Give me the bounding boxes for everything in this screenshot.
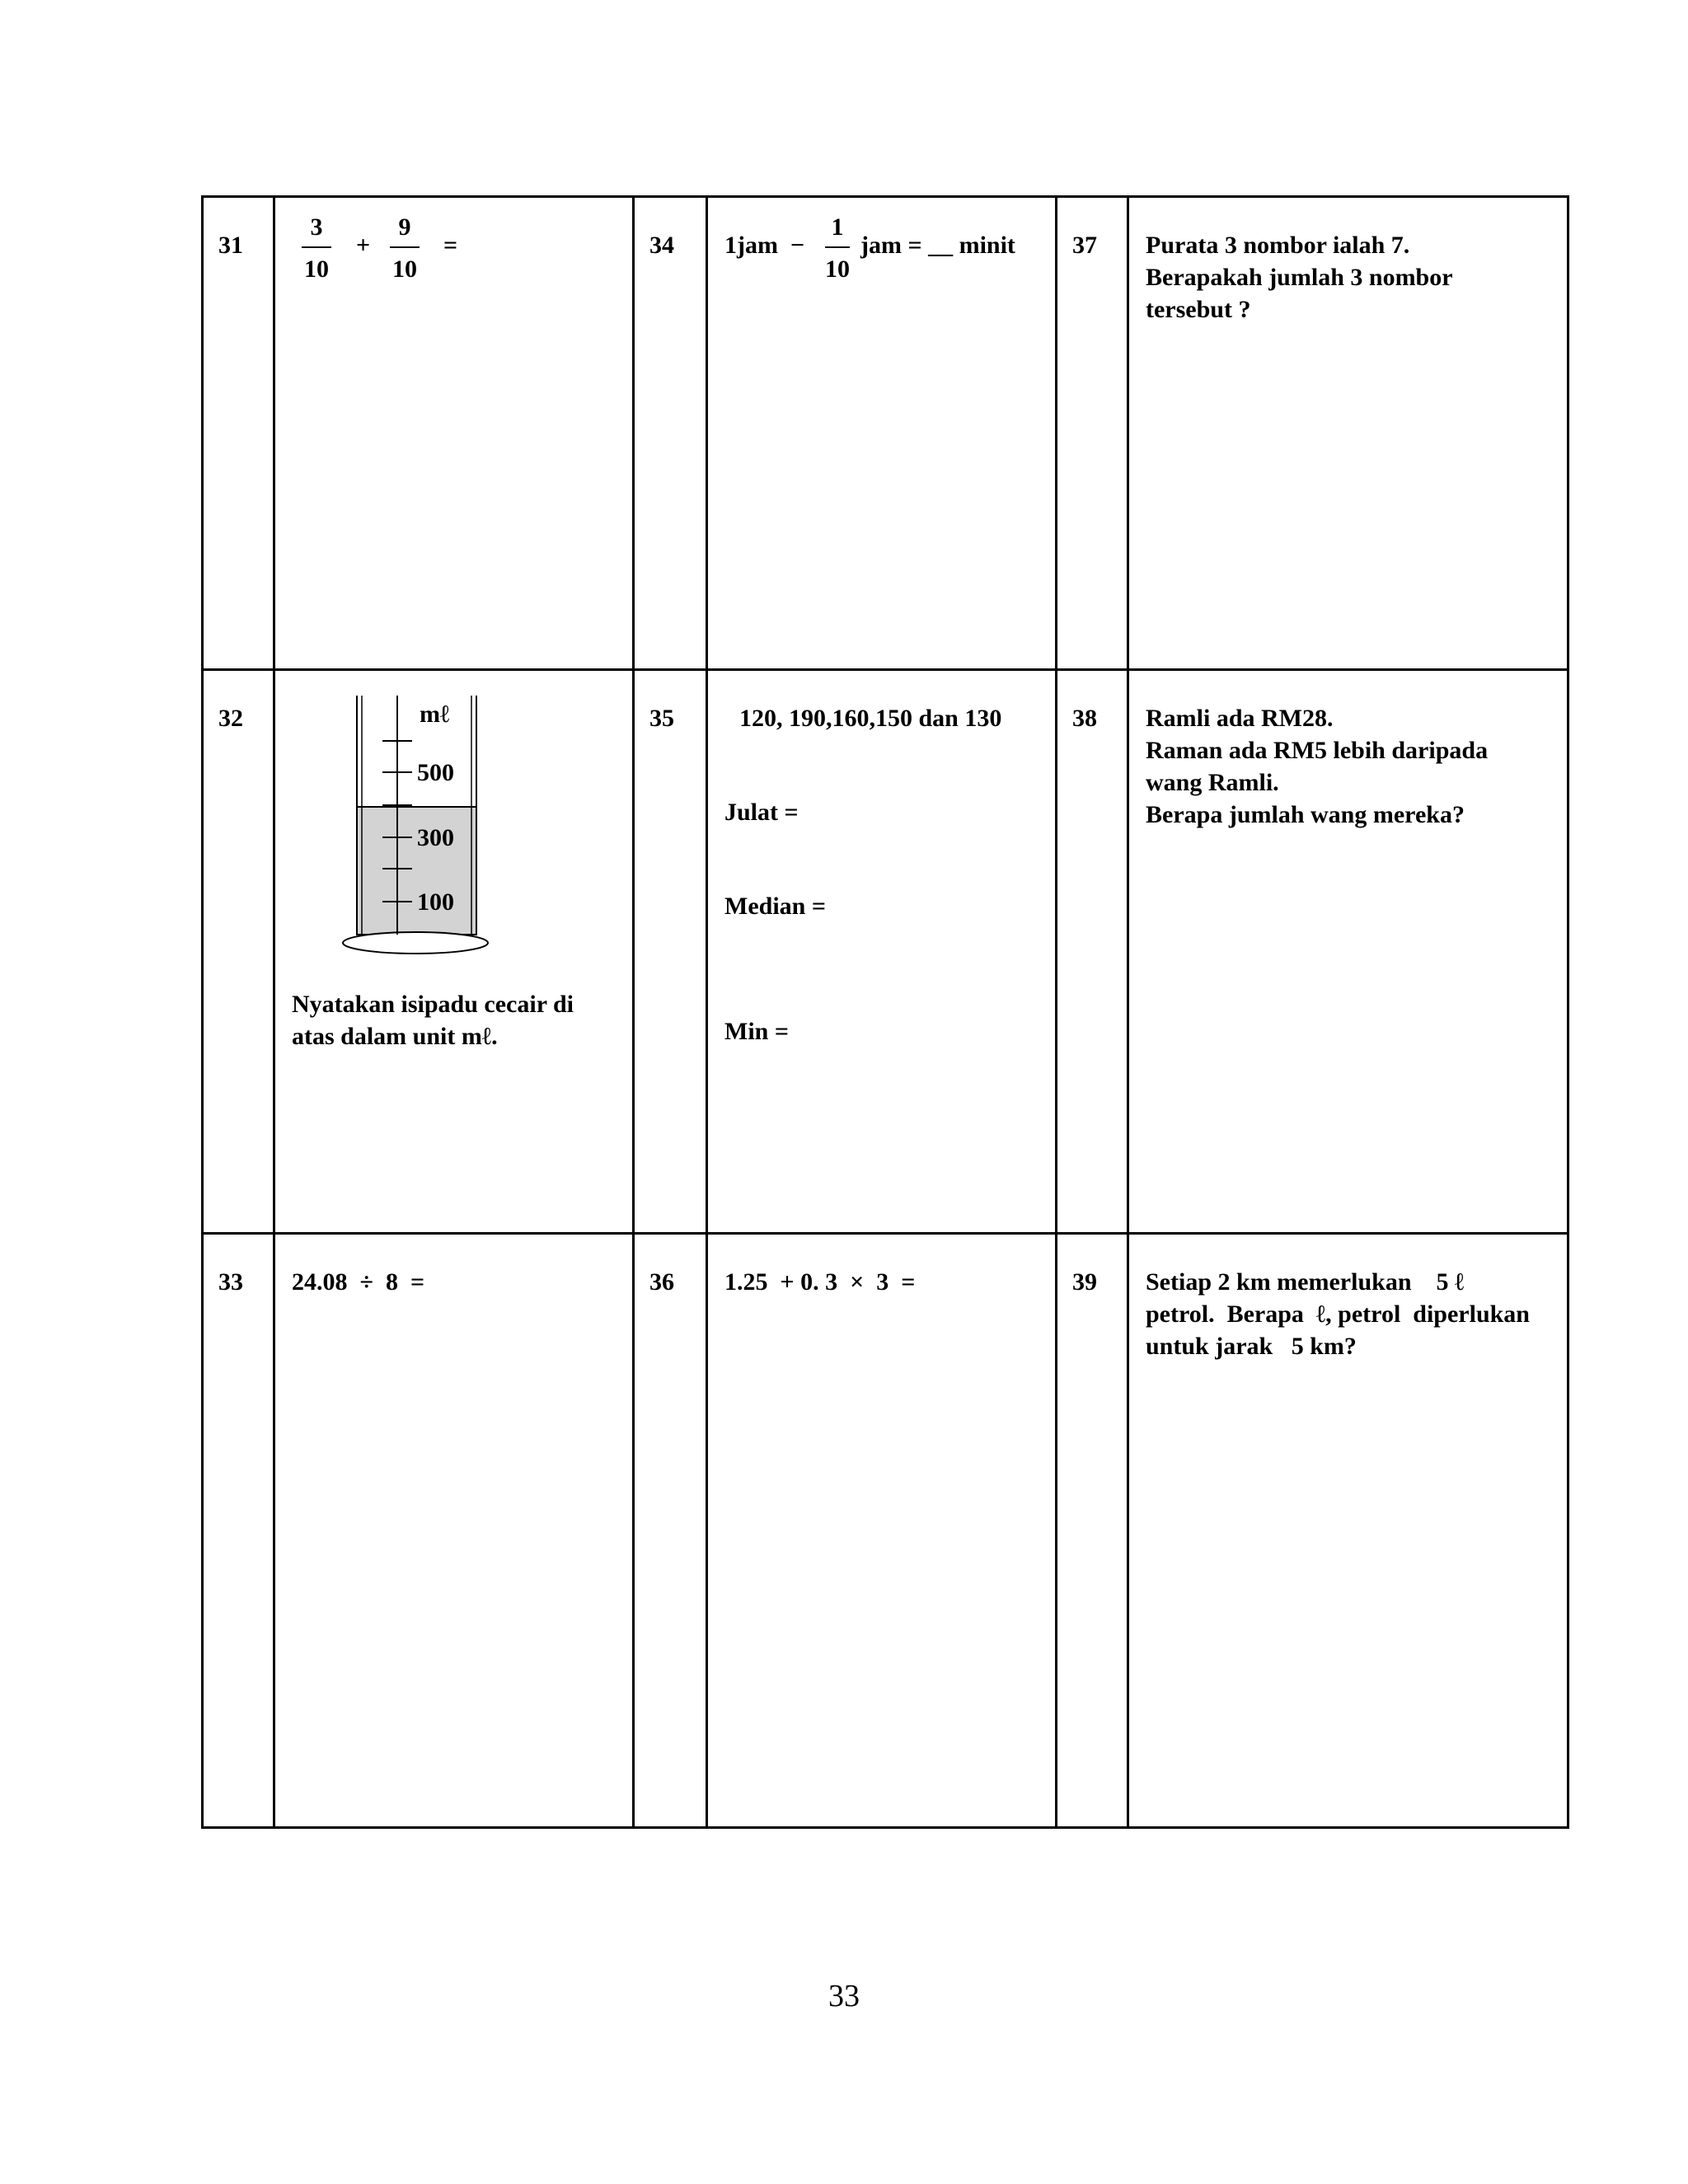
minus-sign: − (790, 232, 805, 259)
measuring-cylinder-diagram (341, 696, 556, 968)
fraction-1-10: 1 10 (825, 213, 850, 283)
data-set: 120, 190,160,150 dan 130 (739, 705, 1002, 732)
text-line: untuk jarak 5 km? (1146, 1333, 1357, 1360)
median-label: Median = (724, 893, 826, 920)
question-number-33: 33 (204, 1235, 275, 1826)
text-line: Ramli ada RM28. (1146, 705, 1334, 732)
text-line: wang Ramli. (1146, 769, 1279, 796)
question-37 (1129, 198, 1567, 671)
expression: 24.08 ÷ 8 = (292, 1268, 425, 1296)
question-34 (708, 198, 1057, 671)
page-number: 33 (828, 1979, 860, 2013)
answer-blank-text: jam = __ minit (860, 232, 1015, 259)
unit-label: mℓ (420, 701, 450, 728)
equals-sign: = (443, 232, 458, 259)
question-31 (275, 198, 635, 671)
question-table (201, 195, 1569, 1829)
lead-term: 1jam (724, 232, 778, 259)
question-36 (708, 1235, 1057, 1826)
question-32 (275, 671, 635, 1235)
mean-label: Min = (724, 1018, 789, 1045)
text-line: atas dalam unit mℓ. (292, 1023, 498, 1050)
fraction-3-10: 3 10 (300, 211, 333, 285)
question-38 (1129, 671, 1567, 1235)
question-number-31: 31 (204, 198, 275, 671)
plus-sign: + (356, 232, 371, 259)
text-line: Setiap 2 km memerlukan 5 ℓ (1146, 1268, 1465, 1296)
text-line: tersebut ? (1146, 296, 1251, 323)
fraction-9-10: 9 10 (388, 211, 421, 285)
text-line: Nyatakan isipadu cecair di (292, 991, 574, 1018)
text-line: Raman ada RM5 lebih daripada (1146, 737, 1489, 764)
expression: 1.25 + 0. 3 × 3 = (724, 1268, 916, 1296)
question-35 (708, 671, 1057, 1235)
question-text (292, 988, 574, 1052)
question-number-36: 36 (635, 1235, 708, 1826)
question-number-34: 34 (635, 198, 708, 671)
text-line: Purata 3 nombor ialah 7. (1146, 232, 1410, 259)
question-33 (275, 1235, 635, 1826)
question-number-37: 37 (1057, 198, 1129, 671)
scale-label-300: 300 (417, 824, 454, 851)
text-line: Berapa jumlah wang mereka? (1146, 801, 1465, 828)
question-number-35: 35 (635, 671, 708, 1235)
scale-label-100: 100 (417, 888, 454, 916)
question-number-39: 39 (1057, 1235, 1129, 1826)
range-label: Julat = (724, 799, 799, 826)
question-number-32: 32 (204, 671, 275, 1235)
question-39 (1129, 1235, 1567, 1826)
text-line: Berapakah jumlah 3 nombor (1146, 264, 1453, 291)
scale-label-500: 500 (417, 759, 454, 786)
text-line: petrol. Berapa ℓ, petrol diperlukan (1146, 1301, 1530, 1328)
question-number-38: 38 (1057, 671, 1129, 1235)
